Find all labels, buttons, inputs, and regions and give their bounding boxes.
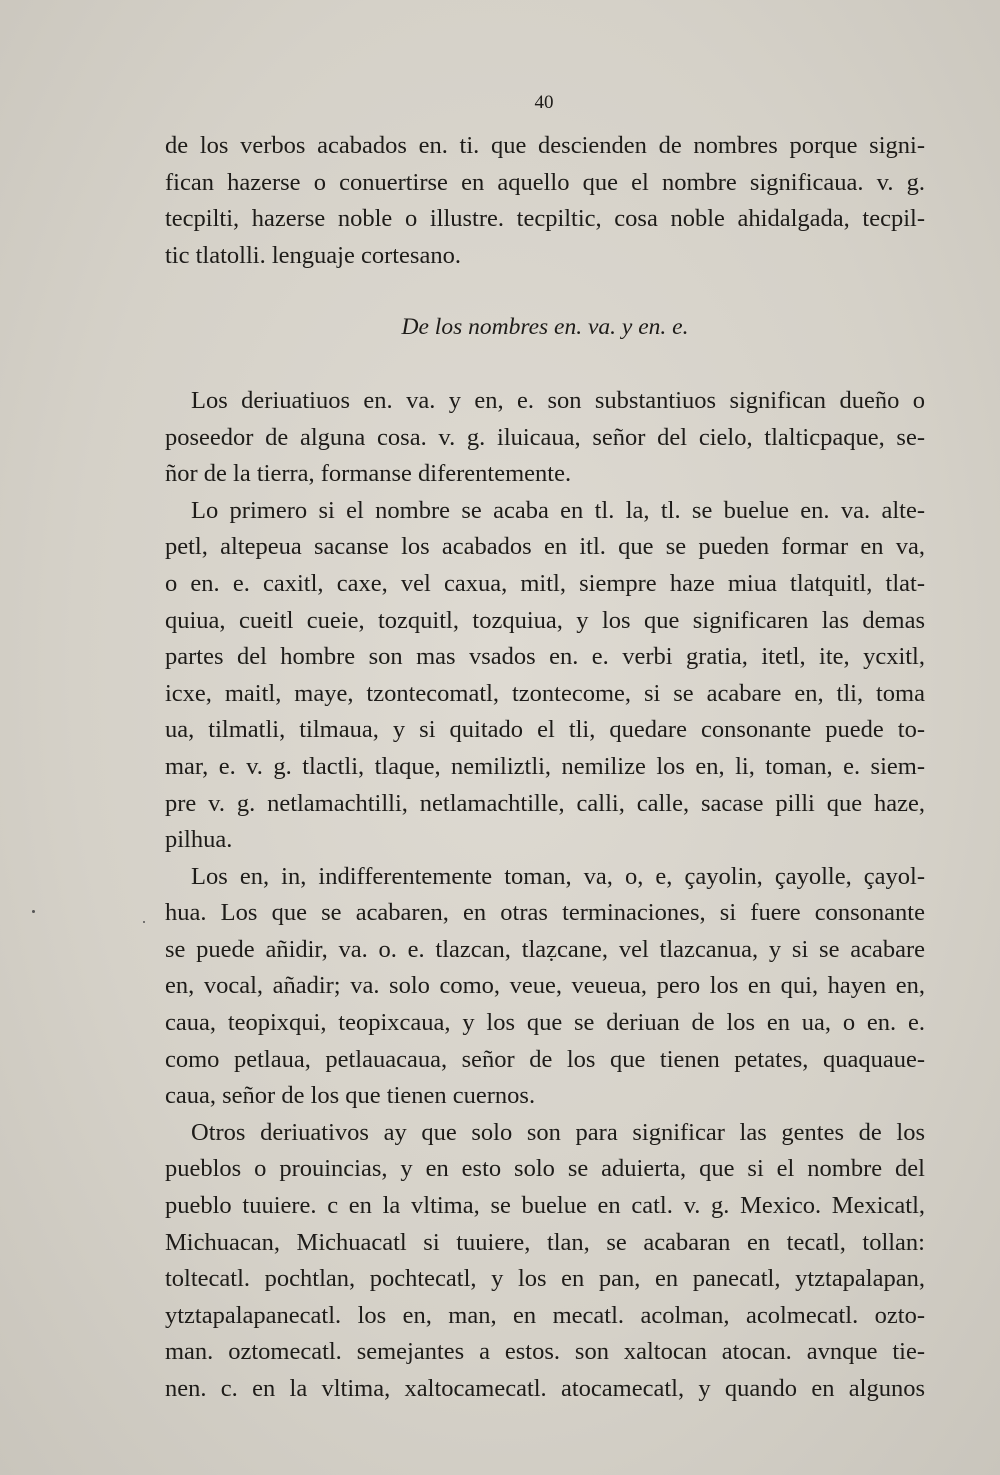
- text-line: Michuacan, Michuacatl si tuuiere, tlan, se acabaran en tecatl, tollan:: [165, 1228, 925, 1256]
- paragraph-2: [165, 383, 925, 493]
- text-line: o en. e. caxitl, caxe, vel caxua, mitl, siempre haze miua tlatquitl, tlat-: [165, 569, 925, 597]
- text-line: toltecatl. pochtlan, pochtecatl, y los en pan, en panecatl, ytztapalapan,: [165, 1265, 925, 1293]
- text-line: ua, tilmatli, tilmaua, y si quitado el tli, quedare consonante puede to-: [165, 716, 925, 744]
- text-line: quiua, cueitl cueie, tozquitl, tozquiua, y los que significaren las demas: [165, 606, 925, 634]
- text-line: tic tlatolli. lenguaje cortesano.: [165, 241, 461, 269]
- text-line: Los en, in, indifferentemente toman, va, o, e, çayolin, çayolle, çayol-: [191, 862, 925, 890]
- text-line: en, vocal, añadir; va. solo como, veue, veueua, pero los en qui, hayen en,: [165, 972, 925, 1000]
- text-line: mar, e. v. g. tlactli, tlaque, nemiliztli, nemilize los en, li, toman, e. siem-: [165, 752, 925, 780]
- paper-speck: [32, 910, 35, 913]
- text-line: partes del hombre son mas vsados en. e. verbi gratia, itetl, ite, ycxitl,: [165, 643, 925, 671]
- text-line: Otros deriuativos ay que solo son para significar las gentes de los: [191, 1118, 925, 1146]
- text-line: de los verbos acabados en. ti. que descienden de nombres porque signi-: [165, 132, 925, 159]
- text-line: ñor de la tierra, formanse diferentemente.: [165, 460, 572, 488]
- text-line: Lo primero si el nombre se acaba en tl. la, tl. se buelue en. va. alte-: [191, 496, 925, 524]
- paper-speck: [143, 921, 145, 923]
- paragraph-1: [165, 128, 925, 274]
- paragraph-3: [165, 493, 925, 859]
- text-line: pilhua.: [165, 826, 233, 854]
- text-line: caua, señor de los que tienen cuernos.: [165, 1082, 536, 1110]
- text-line: caua, teopixqui, teopixcaua, y los que se deriuan de los en ua, o en. e.: [165, 1009, 925, 1037]
- page-body: [165, 128, 925, 1408]
- text-line: se puede añidir, va. o. e. tlazcan, tlaẓcane, vel tlazcanua, y si se acabare: [165, 935, 925, 963]
- text-line: icxe, maitl, maye, tzontecomatl, tzontecome, si se acabare en, tli, toma: [165, 679, 925, 707]
- section-heading: De los nombres en. va. y en. e.: [401, 314, 689, 341]
- text-line: pueblo tuuiere. c en la vltima, se buelue en catl. v. g. Mexico. Mexicatl,: [165, 1192, 925, 1220]
- text-line: nen. c. en la vltima, xaltocamecatl. atocamecatl, y quando en algunos: [165, 1375, 925, 1402]
- text-line: Los deriuatiuos en. va. y en, e. son substantiuos significan dueño o: [191, 386, 925, 414]
- text-line: fican hazerse o conuertirse en aquello que el nombre significaua. v. g.: [165, 168, 925, 196]
- text-line: petl, altepeua sacanse los acabados en itl. que se pueden formar en va,: [165, 533, 925, 561]
- page-number: 40: [534, 92, 554, 113]
- text-line: pre v. g. netlamachtilli, netlamachtille, calli, calle, sacase pilli que haze,: [165, 789, 925, 817]
- text-line: como petlaua, petlauacaua, señor de los que tienen petates, quaquaue-: [165, 1045, 925, 1073]
- text-line: ytztapalapanecatl. los en, man, en mecatl. acolman, acolmecatl. ozto-: [165, 1301, 925, 1329]
- text-line: tecpilti, hazerse noble o illustre. tecpiltic, cosa noble ahidalgada, tecpil-: [165, 205, 925, 233]
- paragraph-4: [165, 859, 925, 1115]
- text-line: poseedor de alguna cosa. v. g. iluicaua, señor del cielo, tlalticpaque, se-: [165, 423, 925, 451]
- paragraph-5: [165, 1115, 925, 1408]
- text-line: man. oztomecatl. semejantes a estos. son xaltocan atocan. avnque tie-: [165, 1338, 925, 1366]
- text-line: hua. Los que se acabaren, en otras terminaciones, si fuere consonante: [165, 899, 925, 927]
- text-line: pueblos o prouincias, y en esto solo se aduierta, que si el nombre del: [165, 1155, 925, 1183]
